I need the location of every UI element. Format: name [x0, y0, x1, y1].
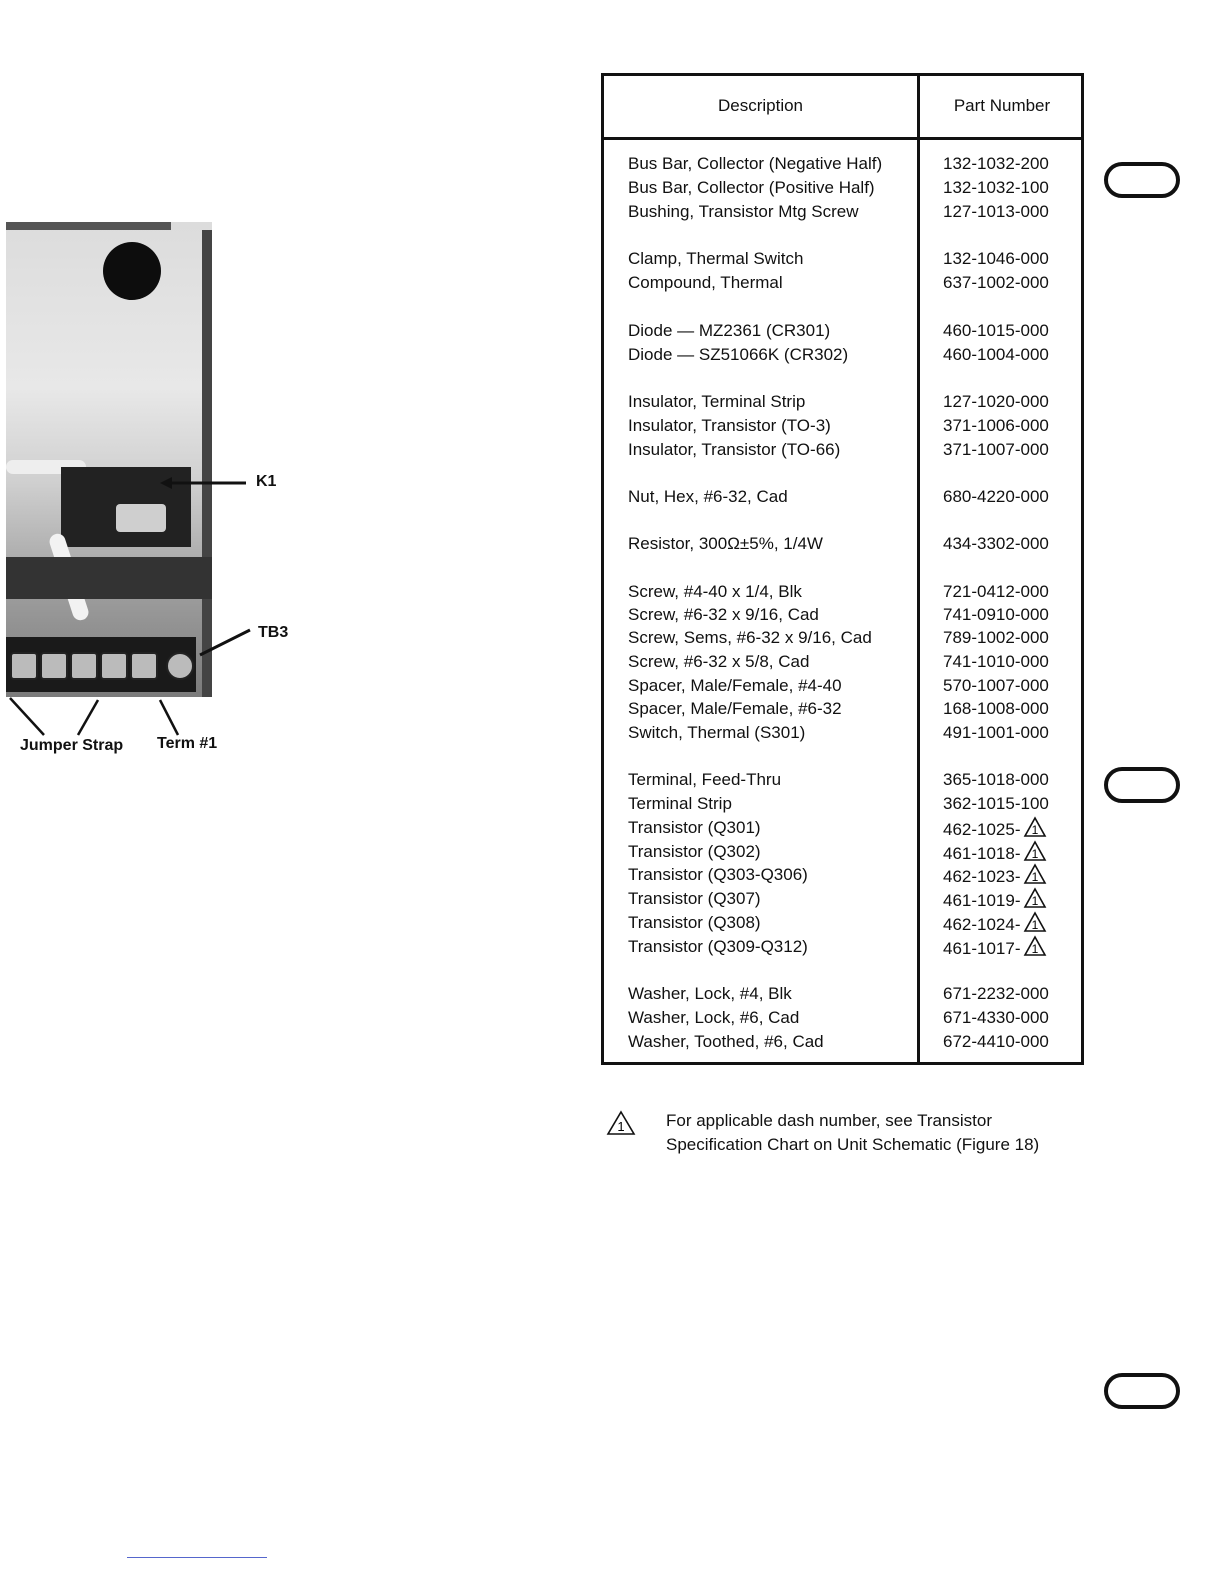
- row-description: Diode — SZ51066K (CR302): [628, 345, 849, 364]
- row-part-number: 637-1002-000: [943, 273, 1049, 292]
- row-part-number: 461-1018-: [943, 844, 1021, 863]
- table-row: [604, 982, 1084, 1006]
- row-part-number: 365-1018-000: [943, 770, 1049, 789]
- table-row: [604, 438, 1084, 462]
- row-description: Spacer, Male/Female, #6-32: [628, 699, 842, 718]
- row-part-number: 460-1015-000: [943, 321, 1049, 340]
- row-description: Transistor (Q308): [628, 913, 761, 932]
- table-row: [604, 152, 1084, 176]
- row-description: Screw, #6-32 x 9/16, Cad: [628, 605, 819, 624]
- row-part-number: 461-1019-: [943, 891, 1021, 910]
- table-row: [604, 697, 1084, 721]
- row-description: Washer, Toothed, #6, Cad: [628, 1032, 824, 1051]
- row-part-number: 132-1032-100: [943, 178, 1049, 197]
- svg-text:1: 1: [617, 1119, 625, 1134]
- note-1-triangle-icon: [1023, 911, 1047, 933]
- callout-tb3: TB3: [258, 624, 289, 641]
- table-row: [604, 816, 1084, 840]
- svg-text:1: 1: [1031, 870, 1038, 884]
- footnote-triangle-icon: [606, 1110, 636, 1136]
- svg-text:1: 1: [1031, 942, 1038, 956]
- row-description: Insulator, Transistor (TO-3): [628, 416, 831, 435]
- table-row: [604, 792, 1084, 816]
- row-part-number: 168-1008-000: [943, 699, 1049, 718]
- row-description: Terminal, Feed-Thru: [628, 770, 782, 789]
- table-row: [604, 271, 1084, 295]
- row-description: Transistor (Q309-Q312): [628, 937, 808, 956]
- callout-leader-lines: [0, 0, 300, 780]
- table-row: [604, 650, 1084, 674]
- row-part-number: 461-1017-: [943, 939, 1021, 958]
- parts-list-table: [601, 73, 1084, 1065]
- row-part-number-with-note: [943, 935, 1047, 961]
- row-description: Insulator, Transistor (TO-66): [628, 440, 841, 459]
- row-description: Switch, Thermal (S301): [628, 723, 806, 742]
- row-description: Clamp, Thermal Switch: [628, 249, 804, 268]
- row-description: Bushing, Transistor Mtg Screw: [628, 202, 859, 221]
- svg-text:1: 1: [1031, 894, 1038, 908]
- term1-leader: [160, 700, 178, 735]
- table-row: [604, 840, 1084, 864]
- row-part-number: 491-1001-000: [943, 723, 1049, 742]
- row-part-number: 671-2232-000: [943, 984, 1049, 1003]
- row-part-number: 680-4220-000: [943, 487, 1049, 506]
- svg-text:1: 1: [1031, 918, 1038, 932]
- table-row: [604, 721, 1084, 745]
- row-part-number: 460-1004-000: [943, 345, 1049, 364]
- row-part-number-with-note: [943, 816, 1047, 842]
- row-part-number: 371-1007-000: [943, 440, 1049, 459]
- row-part-number: 127-1013-000: [943, 202, 1049, 221]
- table-row: [604, 485, 1084, 509]
- row-part-number-with-note: [943, 863, 1047, 889]
- table-row: [604, 176, 1084, 200]
- row-description: Washer, Lock, #4, Blk: [628, 984, 792, 1003]
- jumper-leader-1: [10, 698, 44, 735]
- row-part-number: 127-1020-000: [943, 392, 1049, 411]
- row-part-number: 789-1002-000: [943, 628, 1049, 647]
- row-part-number: 462-1023-: [943, 867, 1021, 886]
- k1-arrowhead: [160, 477, 172, 489]
- row-part-number: 371-1006-000: [943, 416, 1049, 435]
- row-part-number: 462-1025-: [943, 820, 1021, 839]
- row-part-number: 362-1015-100: [943, 794, 1049, 813]
- row-part-number: 570-1007-000: [943, 676, 1049, 695]
- table-row: [604, 887, 1084, 911]
- note-1-triangle-icon: [1023, 887, 1047, 909]
- column-header-description: Description: [717, 96, 804, 115]
- binder-hole: [1104, 162, 1180, 198]
- table-row: [604, 532, 1084, 556]
- row-part-number: 462-1024-: [943, 915, 1021, 934]
- row-description: Screw, #4-40 x 1/4, Blk: [628, 582, 802, 601]
- table-row: [604, 390, 1084, 414]
- row-part-number: 672-4410-000: [943, 1032, 1049, 1051]
- svg-text:1: 1: [1031, 823, 1038, 837]
- table-row: [604, 319, 1084, 343]
- row-description: Compound, Thermal: [628, 273, 783, 292]
- note-1-triangle-icon: [1023, 863, 1047, 885]
- note-1-triangle-icon: [1023, 935, 1047, 957]
- row-description: Bus Bar, Collector (Negative Half): [628, 154, 883, 173]
- binder-hole: [1104, 767, 1180, 803]
- table-row: [604, 863, 1084, 887]
- row-description: Bus Bar, Collector (Positive Half): [628, 178, 875, 197]
- table-row: [604, 580, 1084, 604]
- column-header-part-number: Part Number: [953, 96, 1051, 115]
- row-part-number: 741-0910-000: [943, 605, 1049, 624]
- tb3-leader: [200, 630, 250, 655]
- row-description: Nut, Hex, #6-32, Cad: [628, 487, 788, 506]
- row-description: Diode — MZ2361 (CR301): [628, 321, 831, 340]
- callout-term1: Term #1: [157, 735, 218, 752]
- row-part-number-with-note: [943, 911, 1047, 937]
- footer-rule: [127, 1557, 267, 1558]
- row-description: Transistor (Q302): [628, 842, 761, 861]
- footnote-line-2: Specification Chart on Unit Schematic (Figure 18): [666, 1135, 1040, 1154]
- header-rule: [604, 137, 1081, 140]
- footnote: [666, 1109, 1039, 1157]
- row-part-number: 132-1032-200: [943, 154, 1049, 173]
- row-part-number: 132-1046-000: [943, 249, 1049, 268]
- callout-jumper-strap: Jumper Strap: [20, 737, 124, 754]
- row-description: Resistor, 300Ω±5%, 1/4W: [628, 534, 823, 553]
- table-row: [604, 768, 1084, 792]
- table-row: [604, 1006, 1084, 1030]
- footnote-line-1: For applicable dash number, see Transistor: [666, 1111, 993, 1130]
- row-description: Terminal Strip: [628, 794, 732, 813]
- row-description: Transistor (Q301): [628, 818, 761, 837]
- row-description: Transistor (Q307): [628, 889, 761, 908]
- note-1-triangle-icon: [1023, 816, 1047, 838]
- callout-k1: K1: [256, 473, 277, 490]
- row-part-number-with-note: [943, 887, 1047, 913]
- note-1-triangle-icon: [1023, 840, 1047, 862]
- row-description: Insulator, Terminal Strip: [628, 392, 806, 411]
- row-part-number: 721-0412-000: [943, 582, 1049, 601]
- table-row: [604, 343, 1084, 367]
- table-row: [604, 247, 1084, 271]
- table-row: [604, 1030, 1084, 1054]
- table-row: [604, 626, 1084, 650]
- row-description: Transistor (Q303-Q306): [628, 865, 808, 884]
- jumper-leader-2: [78, 700, 98, 735]
- row-part-number: 741-1010-000: [943, 652, 1049, 671]
- row-part-number: 434-3302-000: [943, 534, 1049, 553]
- binder-hole: [1104, 1373, 1180, 1409]
- row-description: Screw, #6-32 x 5/8, Cad: [628, 652, 810, 671]
- svg-text:1: 1: [1031, 847, 1038, 861]
- table-row: [604, 674, 1084, 698]
- row-description: Screw, Sems, #6-32 x 9/16, Cad: [628, 628, 872, 647]
- row-part-number: 671-4330-000: [943, 1008, 1049, 1027]
- table-row: [604, 414, 1084, 438]
- table-row: [604, 935, 1084, 959]
- table-row: [604, 603, 1084, 627]
- table-row: [604, 911, 1084, 935]
- row-description: Spacer, Male/Female, #4-40: [628, 676, 842, 695]
- row-description: Washer, Lock, #6, Cad: [628, 1008, 800, 1027]
- table-row: [604, 200, 1084, 224]
